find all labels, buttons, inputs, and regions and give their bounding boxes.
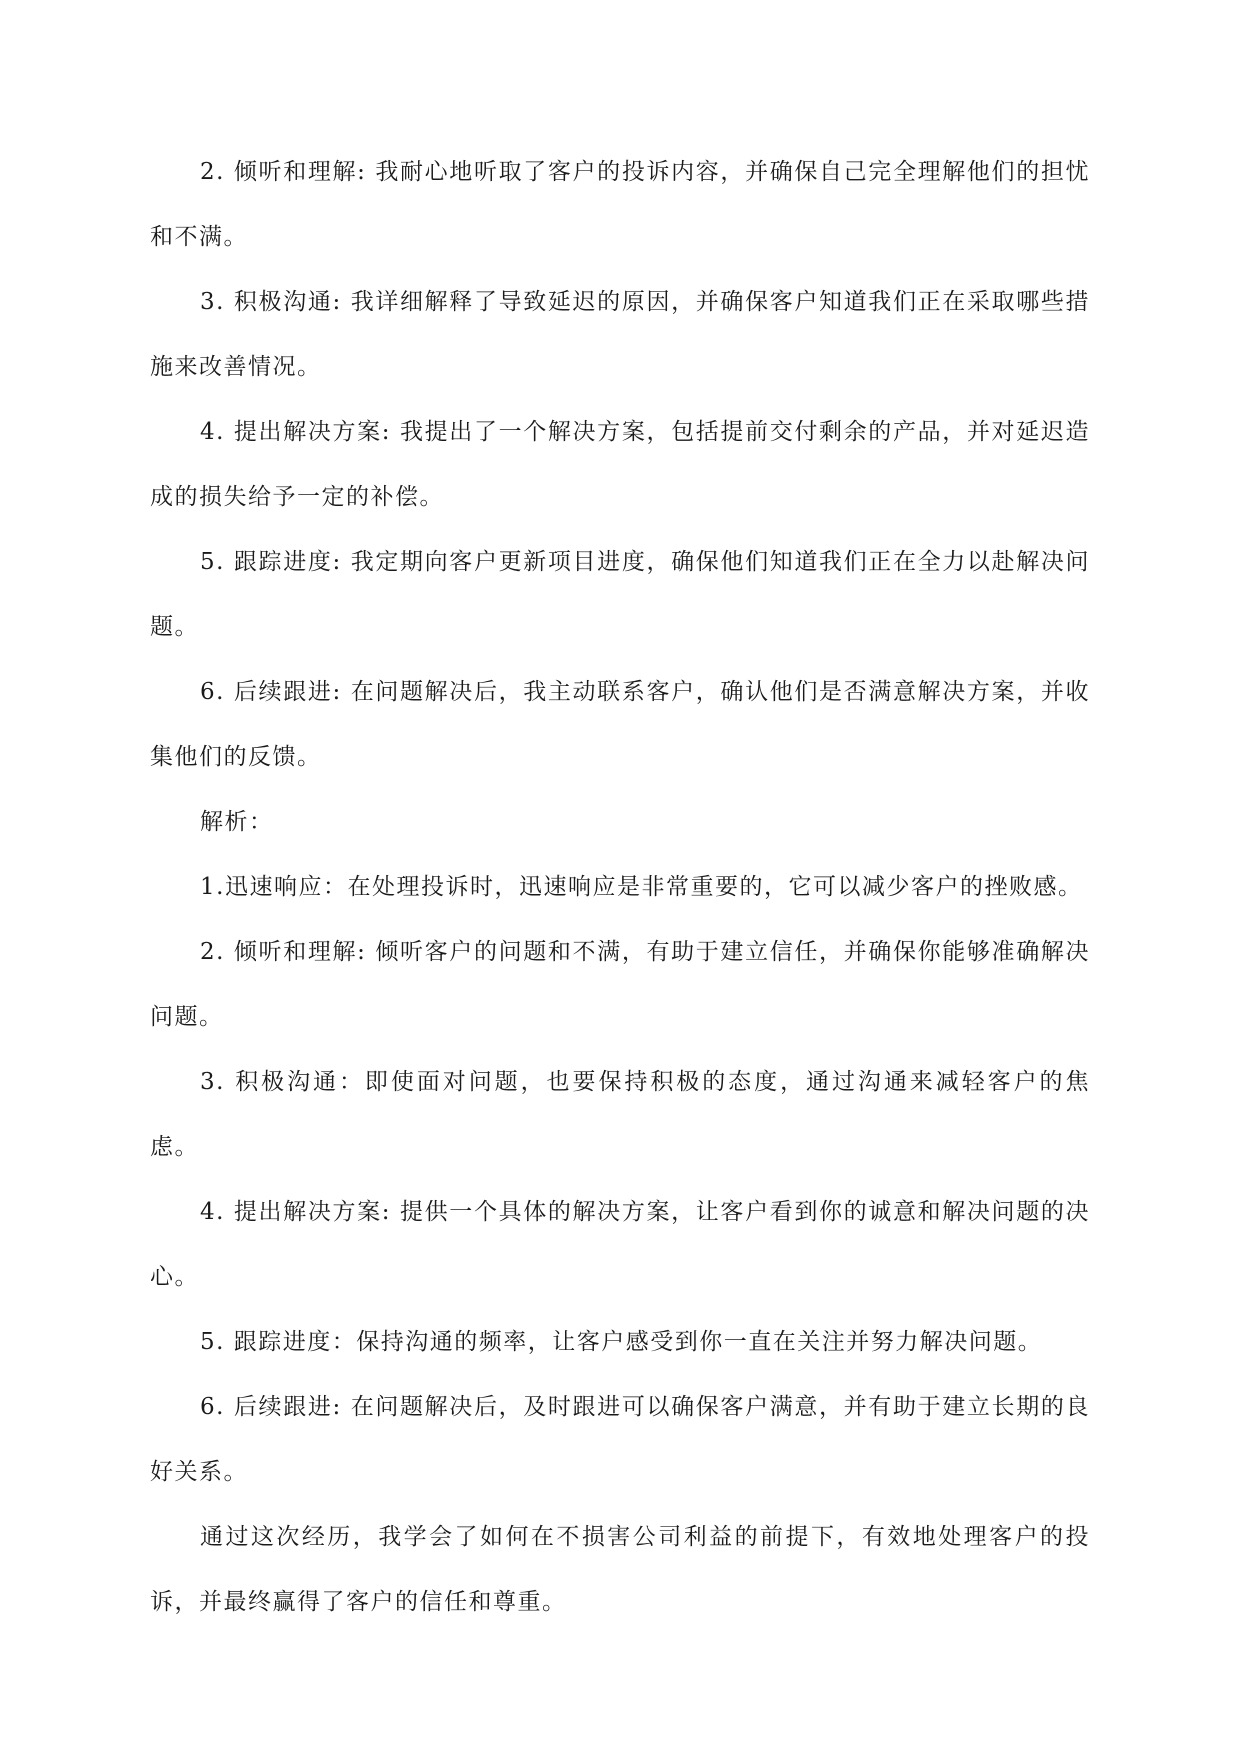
analysis-quick-response: 1.迅速响应：在处理投诉时，迅速响应是非常重要的，它可以减少客户的挫败感。 <box>200 874 1083 900</box>
paragraph-listen-understand: 2. 倾听和理解: 我耐心地听取了客户的投诉内容，并确保自己完全理解他们的担忧和不满。 <box>150 159 1090 250</box>
analysis-propose-solution: 4. 提出解决方案: 提供一个具体的解决方案，让客户看到你的诚意和解决问题的决心。 <box>150 1199 1090 1290</box>
document-body <box>150 140 1090 1635</box>
analysis-heading: 解析： <box>200 809 274 835</box>
analysis-follow-up: 6. 后续跟进: 在问题解决后，及时跟进可以确保客户满意，并有助于建立长期的良好关系。 <box>150 1394 1090 1485</box>
analysis-listen-understand: 2. 倾听和理解: 倾听客户的问题和不满，有助于建立信任，并确保你能够准确解决问题。 <box>150 939 1090 1030</box>
analysis-track-progress: 5. 跟踪进度：保持沟通的频率，让客户感受到你一直在关注并努力解决问题。 <box>200 1329 1043 1355</box>
analysis-positive-communication: 3. 积极沟通：即使面对问题，也要保持积极的态度，通过沟通来减轻客户的焦虑。 <box>150 1069 1090 1160</box>
paragraph-propose-solution: 4. 提出解决方案: 我提出了一个解决方案，包括提前交付剩余的产品，并对延迟造成的损失给予一定的补偿。 <box>150 419 1090 510</box>
paragraph-track-progress: 5. 跟踪进度: 我定期向客户更新项目进度，确保他们知道我们正在全力以赴解决问题。 <box>150 549 1090 640</box>
conclusion-paragraph: 通过这次经历，我学会了如何在不损害公司利益的前提下，有效地处理客户的投诉，并最终赢得了客户的信任和尊重。 <box>150 1524 1090 1615</box>
paragraph-positive-communication: 3. 积极沟通: 我详细解释了导致延迟的原因，并确保客户知道我们正在采取哪些措施来改善情况。 <box>150 289 1090 380</box>
paragraph-follow-up: 6. 后续跟进: 在问题解决后，我主动联系客户，确认他们是否满意解决方案，并收集他们的反馈。 <box>150 679 1090 770</box>
